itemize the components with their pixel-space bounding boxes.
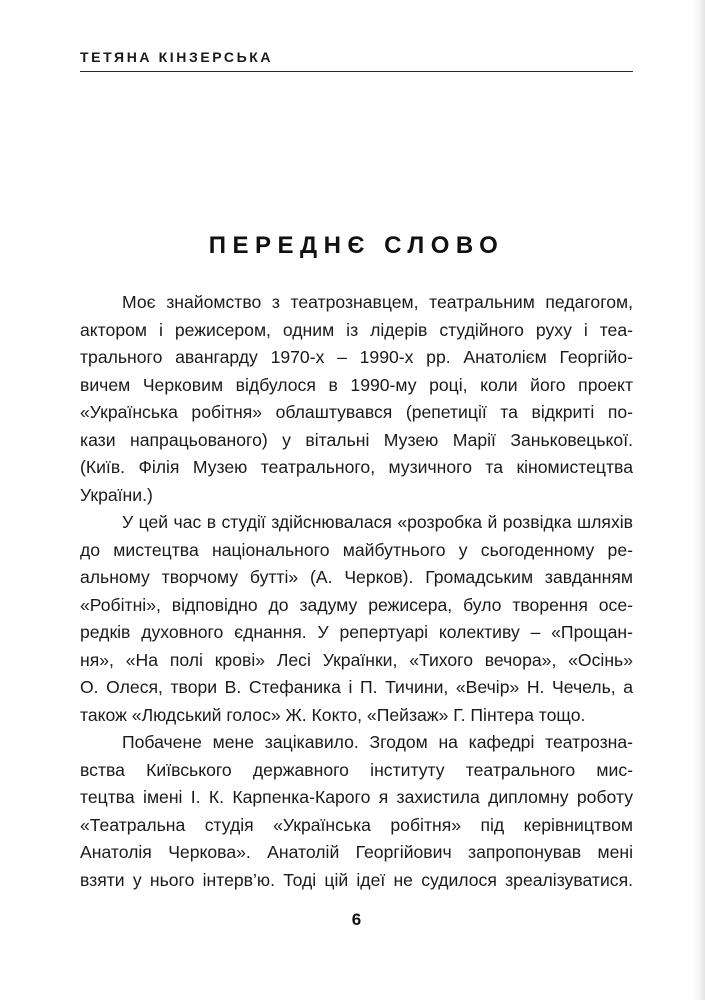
text-line: трального авангарду 1970-х – 1990-х рр. Анатолієм Георгійо-: [80, 347, 633, 367]
paragraph-2: [80, 509, 633, 729]
text-line: (Київ. Філія Музею театрального, музичного та кіномистецтва: [80, 457, 633, 477]
text-line: ня», «На полі крові» Лесі Українки, «Тихого вечора», «Осінь»: [80, 649, 633, 670]
page-number: 6: [351, 910, 362, 929]
paragraph-3: [80, 729, 633, 894]
text-line: редків духовного єднання. У репертуарі колективу – «Прощан-: [80, 622, 633, 642]
text-line: альному творчому бутті» (А. Черков). Громадським завданням: [80, 567, 633, 587]
page-edge-shadow: [691, 0, 705, 1000]
text-line: О. Олеся, твори В. Стефаника і П. Тичини, «Вечір» Н. Чечель, а: [80, 677, 633, 697]
text-line: тецтва імені І. К. Карпенка-Карого я захистила дипломну роботу: [80, 787, 633, 807]
header-rule: [80, 71, 633, 72]
text-line: Побачене мене зацікавило. Згодом на кафедрі театрозна-: [122, 732, 633, 752]
text-line: У цей час в студії здійснювалася «розробка й розвідка шляхів: [122, 512, 633, 532]
text-line: до мистецтва національного майбутнього у сьогоденному ре-: [80, 539, 633, 560]
body-text: [80, 289, 633, 894]
text-line: вства Київського державного інституту театрального мис-: [80, 759, 633, 780]
running-head-author: ТЕТЯНА КІНЗЕРСЬКА: [80, 49, 274, 65]
text-line: України.): [80, 484, 153, 505]
text-line: Анатолія Черкова». Анатолій Георгійович запропонував мені: [80, 842, 633, 862]
text-line: «Театральна студія «Українська робітня» під керівництвом: [80, 814, 633, 835]
text-line: Моє знайомство з театрознавцем, театральним педагогом,: [122, 292, 633, 312]
text-line: взяти у нього інтерв’ю. Тоді цій ідеї не судилося зреалізуватися.: [80, 869, 633, 890]
chapter-title: ПЕРЕДНЄ СЛОВО: [208, 232, 505, 259]
text-line: кази напрацьованого) у вітальні Музею Марії Заньковецької.: [80, 429, 633, 450]
text-line: також «Людський голос» Ж. Кокто, «Пейзаж» Г. Пінтера тощо.: [80, 704, 586, 725]
text-line: «Робітні», відповідно до задуму режисера, було творення осе-: [80, 594, 633, 615]
text-line: вичем Черковим відбулося в 1990-му році, коли його проект: [80, 374, 633, 395]
text-line: актором і режисером, одним із лідерів студійного руху і теа-: [80, 319, 633, 340]
text-line: «Українська робітня» облаштувався (репетиції та відкриті по-: [80, 402, 633, 422]
paragraph-1: [80, 289, 633, 509]
